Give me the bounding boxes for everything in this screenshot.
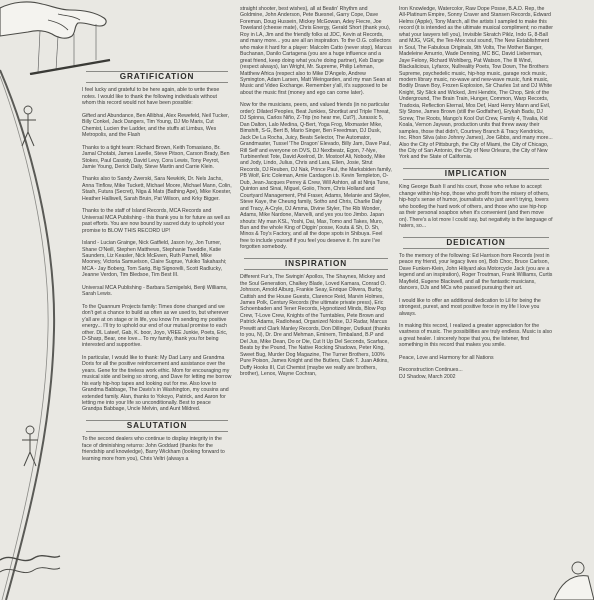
dedication-paragraph: In making this record, I realized a greater appreciation for the vastness of music. The possibilities are truly endless. Music is also a great healer. I sincerely hope that you, the listener, find something in this record that makes you smile.: [399, 323, 552, 349]
implication-paragraph: King George Bush II and his court, those who refuse to accept change within hip-hop, those who profit from the misery of others, hip-hop's sense of humor, journalists who just aren't trying, lovers who bootleg the hard work of others, and those who use hip-hop as their personal soapbox when it's convenient (and then move on). There's a lot more I could say, but negativity is the language of haters, so...: [399, 184, 553, 230]
salutation-paragraph: To the second dealers who continue to display integrity in the face of diminishing returns: John Goddard (thanks for the friendship and knowledge), Barry Wickham (looking forward to learning more from you), Chris Veltri (always a: [82, 436, 225, 462]
marionette-frame-illustration: [0, 0, 70, 600]
heading-dedication: DEDICATION: [399, 240, 553, 246]
gratification-paragraph: Thanks to a tight team: Richard Brown, Keith Tomasiano, Br. Jamal Chotabi, James Lavelle, Steve Pitson, Carson Brady, Ben Stokes, Paul Cassidy, David Levy, Cora Lewis, Tony Peyrot, Jamie Young, Derick Daily, Steve Martin and Carrie Klein.: [82, 144, 230, 170]
gratification-paragraph: Thanks to the staff of Island Records, MCA Records and Universal MCA Publishing - this thank you is for future as well as past efforts. You are now bound by sacred duty to uphold your promise to BLOW THIS RECORD UP!: [82, 208, 230, 234]
corner-figure-illustration: [544, 540, 594, 600]
column-2: [240, 6, 392, 383]
gratification-paragraph: Gifted and Abundance, Ben Allibhai, Alex Rewefeld, Neil Tucker, Billy Conkel, Jack Dangers, Tim Young, DJ Mo Maris, Cut Chemist, Lucien the Ladder, and the stuffs at Limbus, Wes Metropolis, and the Flash: [82, 112, 230, 139]
gratification-paragraph: To the Quannum Projects family: Times done changed and we don't get a chance to build as often as we used to, but wherever y'all are at on stage or in life, you know I'm sending my positive energy... I'll try to uphold our end of our mutual promise to each other. DL Lateef, Gab, K. boor, Joyo, VREE Junkie, Poets, Eric, D-Sharp, Bear, one love... To my family, thank you for being interested and supportive.: [82, 303, 229, 349]
heading-implication: IMPLICATION: [399, 171, 553, 177]
heading-inspiration: INSPIRATION: [240, 261, 392, 267]
gratification-paragraph: Universal MCA Publishing - Barbara Szmigelski, Benji Williams, Sarah Lewis.: [82, 284, 228, 298]
dedication-paragraph: Peace, Love and Harmony for all Nations: [399, 354, 494, 361]
column-1: [82, 74, 232, 468]
signature-line: Reconstruction Continues... DJ Shadow, March 2002: [399, 367, 463, 380]
gratification-paragraph: Island - Lucian Grainge, Nick Gatfield, Jason Ivy, Jon Turner, Shane O'Neill, Stephen Matthews, Stephanie Tweddle, Katie Saunders, Liz Keasler, Nick McEwen, Ruth Pamell, Mike Mooney, Victoria Samuelson, Claire Sugrue, Yukiko Takahashi; MCA - Jay Boberg, Tom Sarig, Big Signorelli, Scott Radlucky, Jeanne Verdon, Tim Bledsoe, Tim Best III.: [82, 240, 227, 279]
salutation-continued-paragraph: straight shooter, best wishes), all at Beatin' Rhythm and Goldmine, John Anderson, Pete Buesnel, Garry Cope, Dave Foreman, Doug Hussein, Mickey McGowan, Adey Fiecre, Joe Toweland (cheese mate), Chris Energy, Gerald Short (thank you), Roy in LA, Jim and the friendly folks at JDC, Kevin at Records, and many more... you are all an inspiration. To the O.G. collectors who make it hard for a player: Malcolm Catto (never stop), Marcus Buchanan, Danilo Cartagena (you are a huge influence and a great friend, keep doing what you're doing partner), Keb Darge (respect always), Ian Wright, Mr. Supreme, Philip Lehman, Matthew Africa (respect also to Mike D'Angelo, Andrew Symington, Adam Larsen, Matt Weingarden, and my man Sean at Music and Video Exchange. Remember y'all, it's supposed to be about the music first (money and ego can come later).: [240, 6, 392, 96]
heading-salutation: SALUTATION: [82, 423, 232, 429]
inspiration-continued-paragraph: Iron Knowledge, Watercolor, Raw Dope Posse, B.A.D. Rep, the All-Platinum Empire, Sonny Craver and Stansen Records, Edward Helms (Apple), Tony March, all the artists I sampled to make this record (it is intended as the ultimate musical compliment; no matter what your lawyers tell you), Invisible Skratch Piklz, Indo G, 8-Ball and MJG, VGK, the Tex-Mex soul sound, The New Establishment in Soul, The Fabulous Originals, 9th Volts, The Mother Banger, Madeleine Amurrio, Wade Denning, MC BC, David Lieberman, Jaye Felony, Richard Wohlberg, Pat Watson, The Ill Wind, Blackalicious, Lyfarox, Nullreality Poets, Tow Down, The Brothers Supreme, psychedelic music, hip-hop music, garage rock music, modern library music, no-wave and new-wave music, funk music, Bodily Drawn Boy, Frozen Explosion, Sir Charles 1st and DJ White Knight, Sly Slick and Wicked, Jimi Hendrix, The Chop, Sink of the Underground, The Brain Train, Hunger, Common, Warp Records, Tradoxia, Reflection Eternal, Mos Def, Hard Henry Mann and Evil, Sly Stone, James Brown (still the Godfather), Erykah Badu, DJ Screw, The Roots, Mango's Kool Out Crew, Family 4, Tivalia, Kid Koala, Vernon Jaywan, production units that threw away their samples, those that didn't, Courtney Branch & Tracy Kendricks, Inc. Rhon Silva (also Johnny James), Joe Gibbs, and many more... Also the City of Pittsburgh, the City of Miami, the City of Chicago, the City of San Antonio, the City of New Orleans, the City of New York and the State of California.: [399, 6, 553, 161]
dedication-paragraph: I would like to offer an additional dedication to Lil for being the strongest, purest, and most positive force in my life I love you always.: [399, 297, 541, 317]
salutation-continued-paragraph: Now for the musicians, peers, and valued friends (in no particular order): Dilated Peoples, Beat Junkies, Shortkut and Triple Threat, DJ Spinna, Carlos Niño, Z-Trip (no hear me, Cut?), Jurassic 5, Dan Dalton, Lalo Medina, Q-Bert, Yoga Frog, Mixmaster Mike, Bimshift, S-G, Bert B, Mario Singer, Ben Freedman, DJ Dusk, Jack De La Rocha, Juicy, Beats Selector, The Automator, Grandmaster, Tussel 'The Dragon' Elevado, Billy Jam, Dave Paul, Rill Self and everyone on DVS, DJ Nextbeatz, Egon, 7-Nye, Turbinenfest Tote, David Axelrod, Dr. Mostoof Ali, Nobody, Mike and Jody, Lindo, Julius, Chris and Lara, Ellen, Josie, Strut Records, DJ Reuben, DJ Nak, Prince Paul, the Marksbiden family, PB Wolf, Eric Coleman, Arnie Cardagon i.b. Kevin Templeton, O-Dub, Jean-Jacques Perrey & Crew, Will Ashton, all at Ninja Tune, Quinton and Sinai, Miguel, Goiio, Thom, Chris Holland and Courtyard Management, Phil Fraser, Adams, Melanie and Skylee, Steve Kaye, the Cheung family, Sotho and Chris, Charlie Daly and Tracy, A-Cryle, DJ Amma, Divine Styler, The Rib Wonder, Adams, Mike Nardone, Marvelli, and yes you too Jimbo. Japan shouts: My man KSL, Yoshi, Dai, Max, Tomo and Takes, Muro, Bun and the whole King of Diggin' posse, Kouta & Sh, D. Sh, Minos & Toy's Factory, and all the dope spots in Shibuya. Feel free to include yourself if you feel you deserve it. I'm sure I've forgotten somebody.: [240, 102, 392, 251]
gratification-paragraph: I feel lucky and grateful to be here again, able to write these notes. I would like to thank the following individuals without whom this record would not have been possible:: [82, 87, 220, 107]
column-3: [399, 6, 553, 386]
gratification-paragraph: In particular, I would like to thank: My Dad Larry and Grandma Doris for all the positive reinforcement and assistance over the years. Gene for the tireless work ethic. Mom for encouraging my musical side and being so strong, and Dave for letting me borrow his early hip-hop tapes and looking out for me. Also love to Grandma Babbage, The Davis's in Washington, my cousins and extended family. Alan, thanks to Yokoyo, Patrick, and Aaron for letting me into your life so unconditionally. Best to peace Grandpa Babbage, Uncle Melvin, and Aunt Mildred.: [82, 354, 232, 413]
heading-gratification: GRATIFICATION: [82, 74, 232, 80]
gratification-paragraph: Thanks also to Sandy Zwerski, Sara Newkirk, Dr. Nels Jachs, Anna Tinflow, Mike Tuckett, Michael Moore, Michael Mann, Colin, Stash, Futura (Secret), Niga & Mats (Bathing Ape), Mike Koester, Heather Halliwell, Sarah Bruin, Pat Wilson, and Krky Bigger.: [82, 176, 232, 202]
inspiration-paragraph: Different Fur's, The Swingin' Apollos, The Shaynes, Mickey and the Soul Generation, Chalkey Blade, Loved Kamara, Conrad O. Johnson, Arnold Alburg, Frankie Seay, Enrique Olivera, Burby, Cattish and the House Guests, Clarence Reid, Marvin Holmes, James Polk, Century Records (the ultimate private press), Eric Schoenbaden and Tener Records, Hypnotized Minds, Blow Pop Crew, T-Love Crew, Knights of the Turntables, Pete Brown and Patrick Adams, Radiohead, Organized Noise, DJ Radar, Marcus Prewitt and Clark Manley Records, Don Dillinger, Outkast (thanks to you, N), Dr. Dre and Mehman, Eminem, Timbaland, B.P and Del Jus, Mike Dean, Do or Die, Cut It Up Del Seconds, Scarface, Beats by the Pound, The Native Rocking Shadows, Peter King, Sweet Bug, Murder Dog Magazine, The Turner Brothers, 100% Pure Poison, James Knight and the Butlers, Clark T. Juan Atkins, Duffy Hooks III, Cut Chemist (maybe we really are brothers, brother), Lenox, Wayne Cochran,: [240, 274, 390, 378]
dedication-paragraph: To the memory of the following: Ed Harrison from Records (rest in peace my friend, your legacy lives on), Bob Choc, Bruce Carlson, Dave Funken-Klein, John Hiliyard aka Motorcycle Jack (you are a legend and an inspiration), Roger Troutman, Frank Williams, Curtis Mayfield, Eugene Blackwell, and all the fantastic musicians, dancers, DJs and MCs who passed pursuing their art.: [399, 252, 553, 292]
